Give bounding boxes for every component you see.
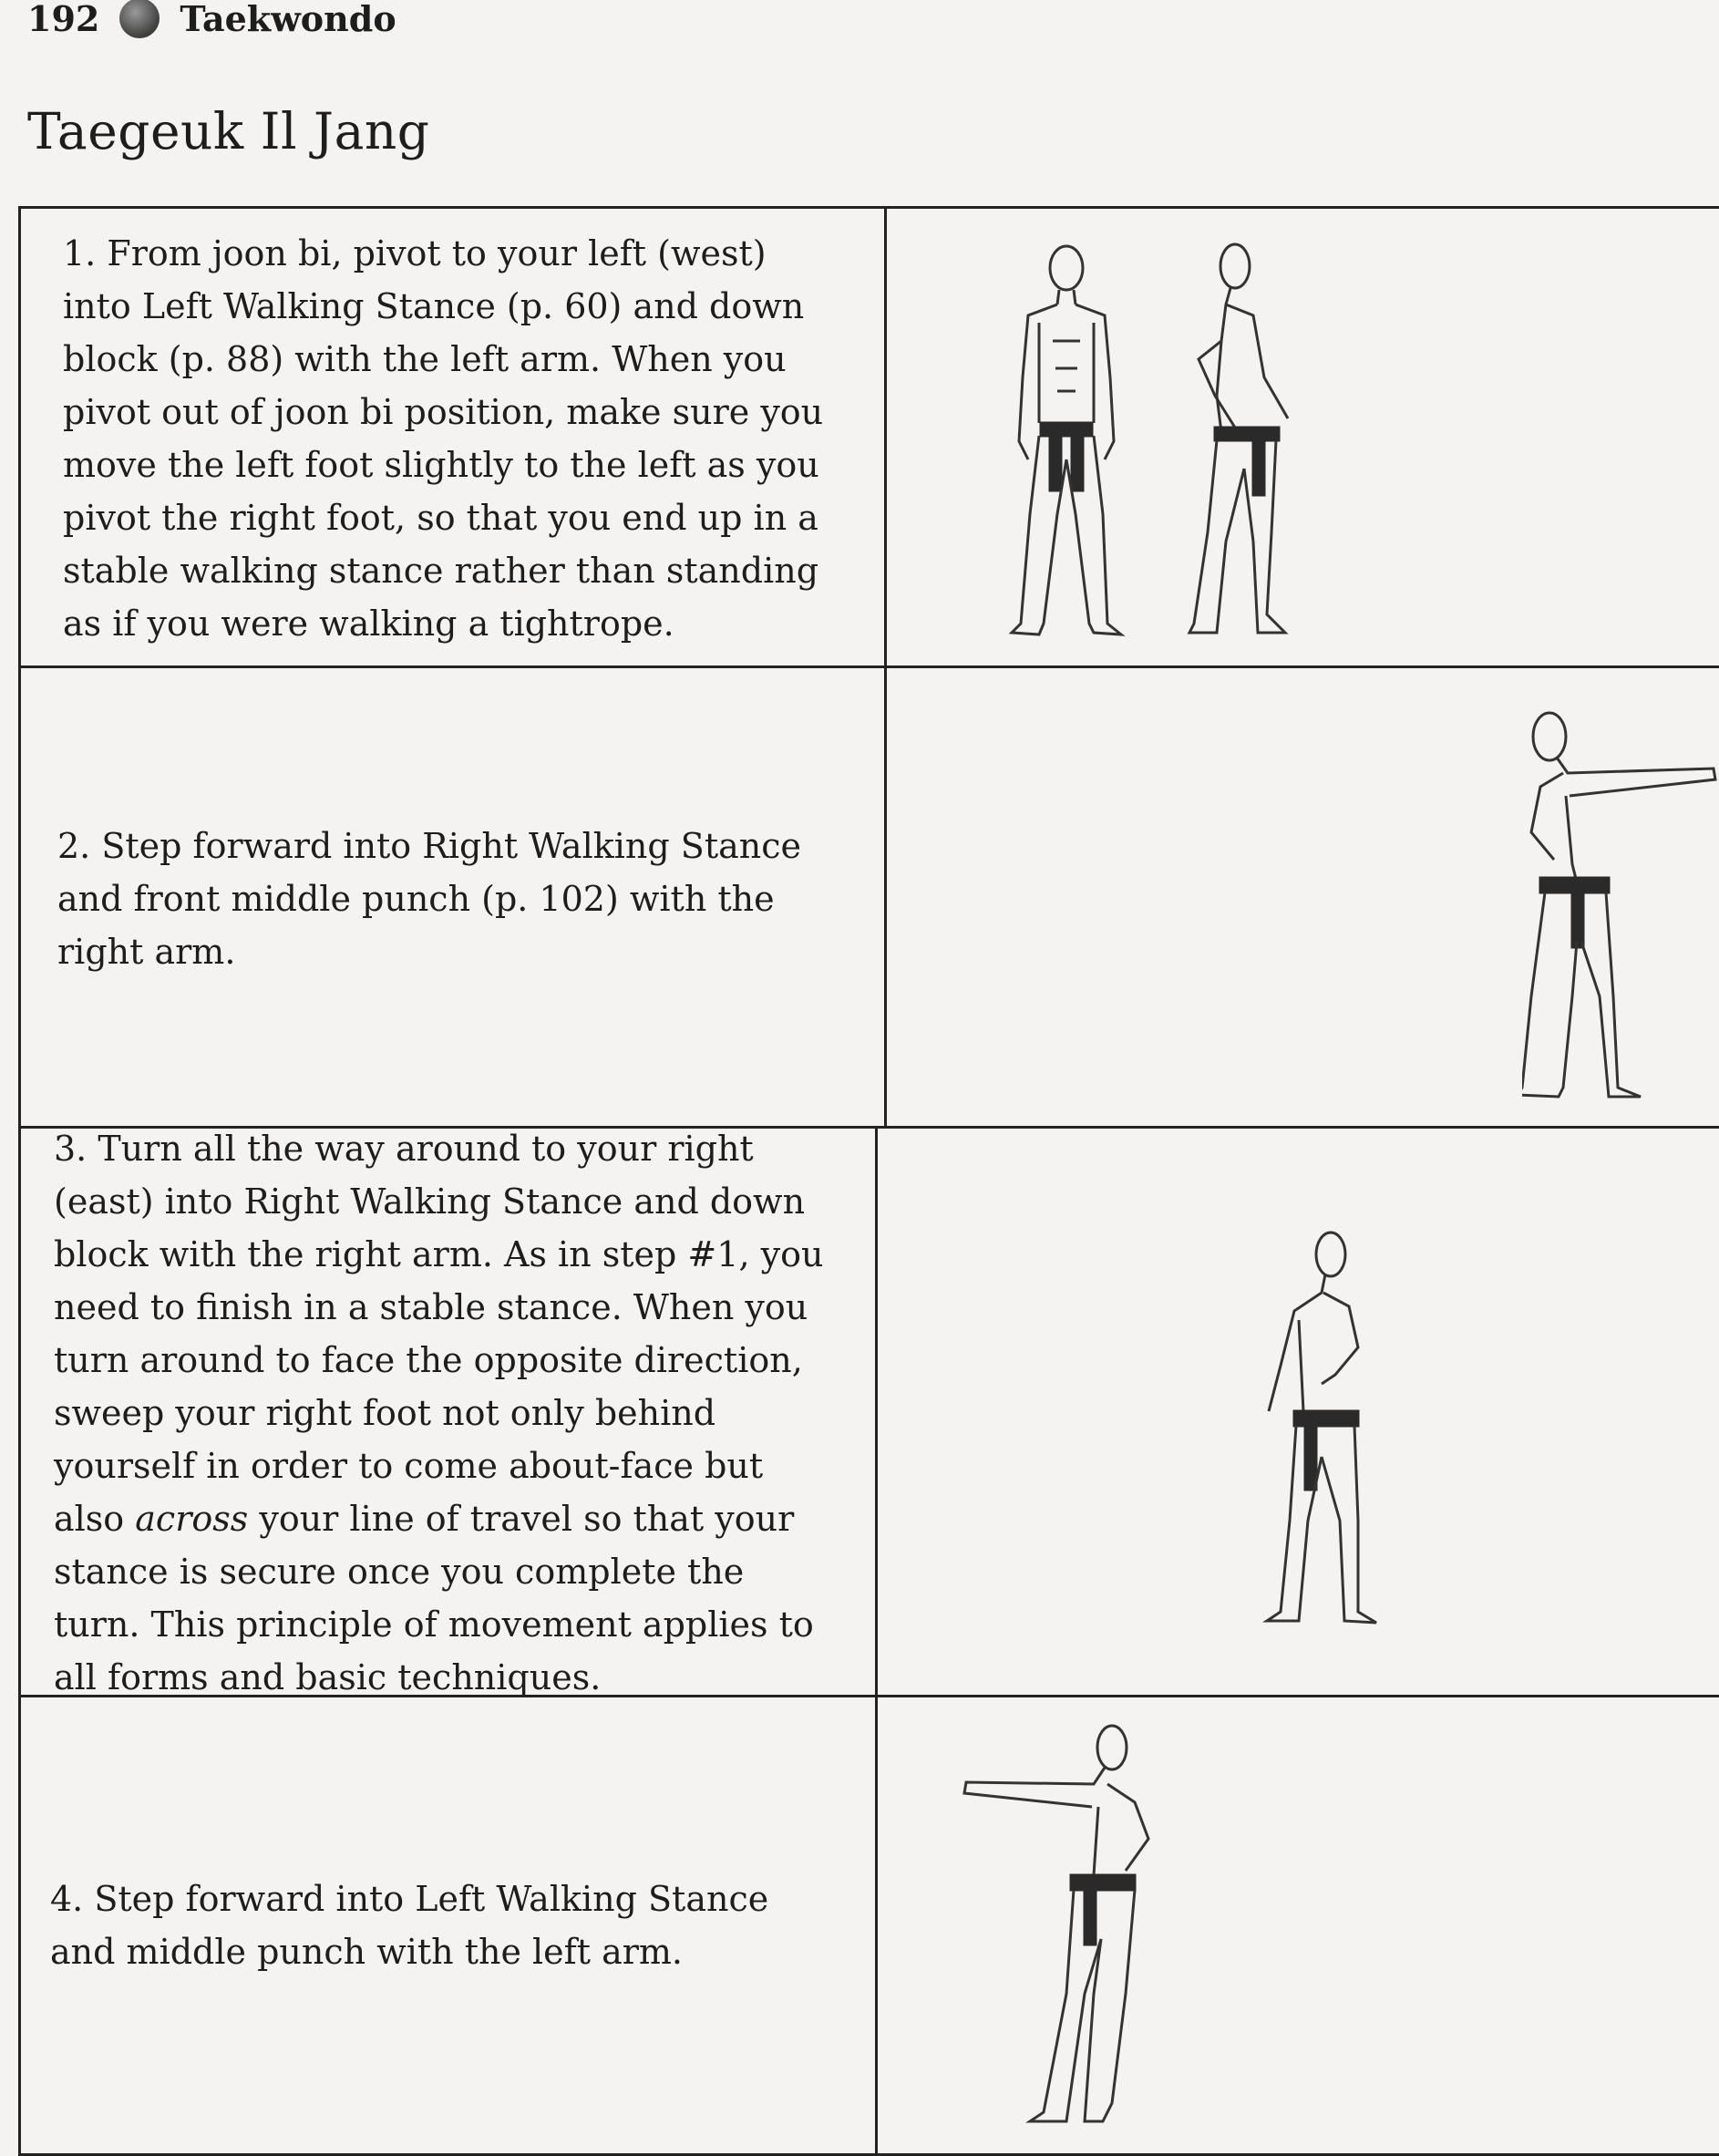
down-block-figure	[1258, 1229, 1385, 1630]
punch-figure	[1522, 705, 1719, 1106]
step-1-text: 1. From joon bi, pivot to your left (west) into Left Walking Stance (p. 60) and down block (p. 88) with the left arm. When you pivot out of joon bi position, make sure you move the left foot slightly to the left as you pivot the right foot, so that you end up in a stable walking stance rather than standing as if you were walking a tightrope.	[63, 233, 824, 644]
step-4-text: 4. Step forward into Left Walking Stance and middle punch with the left arm.	[50, 1879, 769, 1972]
table-row	[18, 665, 1719, 1129]
bullet-dot-icon	[119, 0, 160, 38]
book-title: Taekwondo	[180, 0, 396, 39]
page-number: 192	[27, 0, 100, 39]
table-row	[18, 206, 1719, 668]
table-row	[18, 1126, 1719, 1697]
step-text-cell	[18, 1697, 878, 2153]
side-stance-figure	[1180, 241, 1308, 642]
steps-table	[18, 206, 1719, 2152]
table-row	[18, 1695, 1719, 2156]
step-text-cell	[18, 668, 887, 1129]
step-3-text: 3. Turn all the way around to your right (east) into Right Walking Stance and down block with the right arm. As in step #1, you need to finish in a stable stance. When you turn around to face the opposite direction, sweep your right foot not only behind yourself in order to come about-face but also across your line of travel so that your stance is secure once you complete the turn. This principle of movement applies to all forms and basic techniques.	[54, 1129, 824, 1697]
step-1-figures	[884, 209, 1719, 668]
front-stance-figure	[1003, 241, 1130, 642]
step-2-figure	[884, 668, 1719, 1129]
step-2-text: 2. Step forward into Right Walking Stance and front middle punch (p. 102) with the right arm.	[57, 825, 802, 972]
step-3-figure	[875, 1129, 1719, 1697]
left-punch-figure	[948, 1720, 1167, 2130]
form-title: Taegeuk Il Jang	[27, 102, 430, 160]
step-text-cell	[18, 209, 887, 668]
step-text-cell	[18, 1129, 878, 1697]
step-4-figure	[875, 1697, 1719, 2153]
page-header	[27, 0, 396, 39]
